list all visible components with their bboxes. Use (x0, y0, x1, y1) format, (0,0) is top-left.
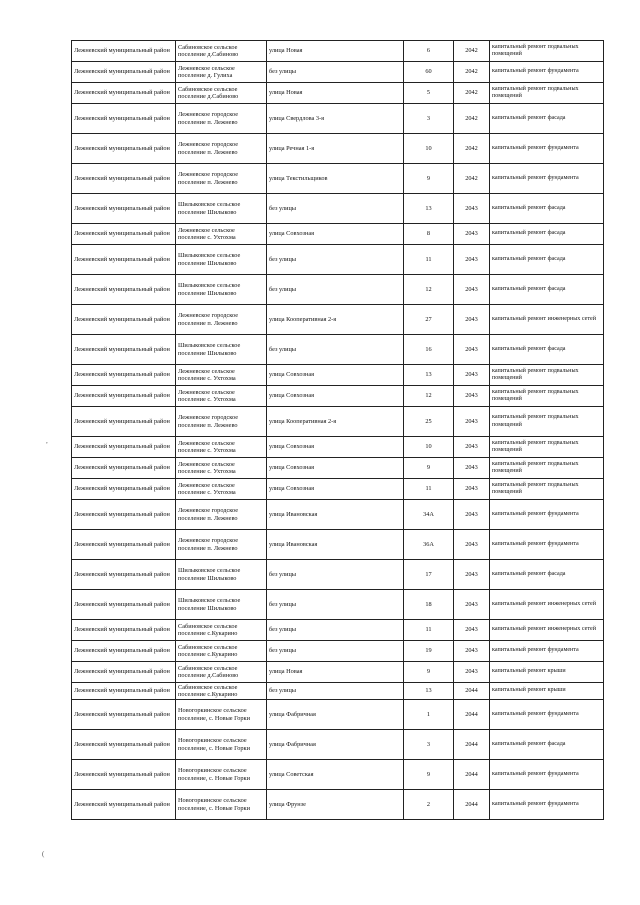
work-type-cell: капитальный ремонт инженерных сетей (490, 620, 604, 641)
work-type-cell: капитальный ремонт фасада (490, 335, 604, 365)
year-cell: 2043 (454, 275, 490, 305)
street-cell: улица Новая (267, 662, 404, 683)
work-type-cell: капитальный ремонт фундамента (490, 134, 604, 164)
street-cell: улица Свердлова 3-я (267, 104, 404, 134)
house-number-cell: 9 (404, 760, 454, 790)
year-cell: 2043 (454, 386, 490, 407)
work-type-cell: капитальный ремонт крыши (490, 683, 604, 700)
street-cell: улица Кооперативная 2-я (267, 305, 404, 335)
house-number-cell: 16 (404, 335, 454, 365)
house-number-cell: 13 (404, 365, 454, 386)
year-cell: 2042 (454, 104, 490, 134)
settlement-cell: Лежневское городское поселение п. Лежнево (176, 104, 267, 134)
district-cell: Лежневский муниципальный район (72, 590, 176, 620)
district-cell: Лежневский муниципальный район (72, 41, 176, 62)
house-number-cell: 6 (404, 41, 454, 62)
work-type-cell: капитальный ремонт фундамента (490, 62, 604, 83)
street-cell: улица Ивановская (267, 500, 404, 530)
district-cell: Лежневский муниципальный район (72, 83, 176, 104)
year-cell: 2043 (454, 335, 490, 365)
table-row (72, 62, 604, 83)
year-cell: 2044 (454, 730, 490, 760)
street-cell: улица Ивановская (267, 530, 404, 560)
street-cell: без улицы (267, 335, 404, 365)
work-type-cell: капитальный ремонт фундамента (490, 641, 604, 662)
district-cell: Лежневский муниципальный район (72, 134, 176, 164)
street-cell: улица Совхозная (267, 479, 404, 500)
year-cell: 2043 (454, 500, 490, 530)
margin-mark: , (46, 437, 48, 445)
year-cell: 2044 (454, 700, 490, 730)
settlement-cell: Сабиновское сельское поселение с.Кукарино (176, 641, 267, 662)
settlement-cell: Новогоркинское сельское поселение, с. Новые Горки (176, 790, 267, 820)
house-number-cell: 1 (404, 700, 454, 730)
table-body (72, 41, 604, 820)
house-number-cell: 13 (404, 683, 454, 700)
settlement-cell: Лежневское городское поселение п. Лежнево (176, 407, 267, 437)
house-number-cell: 9 (404, 662, 454, 683)
year-cell: 2043 (454, 620, 490, 641)
district-cell: Лежневский муниципальный район (72, 641, 176, 662)
street-cell: улица Советская (267, 760, 404, 790)
house-number-cell: 11 (404, 245, 454, 275)
street-cell: улица Новая (267, 83, 404, 104)
district-cell: Лежневский муниципальный район (72, 662, 176, 683)
year-cell: 2043 (454, 458, 490, 479)
settlement-cell: Лежневское городское поселение п. Лежнево (176, 134, 267, 164)
house-number-cell: 60 (404, 62, 454, 83)
district-cell: Лежневский муниципальный район (72, 479, 176, 500)
house-number-cell: 12 (404, 386, 454, 407)
street-cell: улица Совхозная (267, 224, 404, 245)
table-row (72, 479, 604, 500)
house-number-cell: 3 (404, 730, 454, 760)
district-cell: Лежневский муниципальный район (72, 335, 176, 365)
house-number-cell: 11 (404, 479, 454, 500)
settlement-cell: Шилыковское сельское поселение Шилыково (176, 275, 267, 305)
year-cell: 2042 (454, 62, 490, 83)
district-cell: Лежневский муниципальный район (72, 245, 176, 275)
district-cell: Лежневский муниципальный район (72, 790, 176, 820)
work-type-cell: капитальный ремонт фундамента (490, 700, 604, 730)
table-row (72, 134, 604, 164)
year-cell: 2043 (454, 437, 490, 458)
year-cell: 2043 (454, 194, 490, 224)
street-cell: без улицы (267, 590, 404, 620)
year-cell: 2043 (454, 590, 490, 620)
house-number-cell: 10 (404, 134, 454, 164)
settlement-cell: Сабиновское сельское поселение с.Кукарино (176, 683, 267, 700)
table-row (72, 530, 604, 560)
work-type-cell: капитальный ремонт фундамента (490, 790, 604, 820)
work-type-cell: капитальный ремонт фасада (490, 104, 604, 134)
district-cell: Лежневский муниципальный район (72, 386, 176, 407)
district-cell: Лежневский муниципальный район (72, 500, 176, 530)
work-type-cell: капитальный ремонт фасада (490, 560, 604, 590)
house-number-cell: 11 (404, 620, 454, 641)
work-type-cell: капитальный ремонт фундамента (490, 164, 604, 194)
street-cell: без улицы (267, 62, 404, 83)
work-type-cell: капитальный ремонт фасада (490, 194, 604, 224)
table-row (72, 662, 604, 683)
year-cell: 2043 (454, 245, 490, 275)
table-row (72, 104, 604, 134)
year-cell: 2042 (454, 83, 490, 104)
table-row (72, 194, 604, 224)
house-number-cell: 2 (404, 790, 454, 820)
table-row (72, 560, 604, 590)
table-row (72, 164, 604, 194)
settlement-cell: Новогоркинское сельское поселение, с. Новые Горки (176, 730, 267, 760)
table-row (72, 224, 604, 245)
street-cell: улица Фабричная (267, 700, 404, 730)
work-type-cell: капитальный ремонт фундамента (490, 530, 604, 560)
street-cell: улица Новая (267, 41, 404, 62)
street-cell: без улицы (267, 641, 404, 662)
work-type-cell: капитальный ремонт подвальных помещений (490, 386, 604, 407)
work-type-cell: капитальный ремонт крыши (490, 662, 604, 683)
house-number-cell: 5 (404, 83, 454, 104)
district-cell: Лежневский муниципальный район (72, 224, 176, 245)
house-number-cell: 25 (404, 407, 454, 437)
work-type-cell: капитальный ремонт инженерных сетей (490, 590, 604, 620)
work-type-cell: капитальный ремонт фундамента (490, 500, 604, 530)
work-type-cell: капитальный ремонт фундамента (490, 760, 604, 790)
table-row (72, 790, 604, 820)
settlement-cell: Шилыковское сельское поселение Шилыково (176, 560, 267, 590)
work-type-cell: капитальный ремонт фасада (490, 275, 604, 305)
work-type-cell: капитальный ремонт фасада (490, 224, 604, 245)
year-cell: 2044 (454, 683, 490, 700)
table-row (72, 683, 604, 700)
year-cell: 2043 (454, 662, 490, 683)
settlement-cell: Новогоркинское сельское поселение, с. Новые Горки (176, 760, 267, 790)
document-table-container (71, 40, 603, 820)
year-cell: 2043 (454, 560, 490, 590)
house-number-cell: 36А (404, 530, 454, 560)
street-cell: улица Текстильщиков (267, 164, 404, 194)
settlement-cell: Лежневское сельское поселение с. Ухтохма (176, 386, 267, 407)
work-type-cell: капитальный ремонт подвальных помещений (490, 365, 604, 386)
street-cell: без улицы (267, 560, 404, 590)
year-cell: 2043 (454, 305, 490, 335)
house-number-cell: 17 (404, 560, 454, 590)
work-type-cell: капитальный ремонт подвальных помещений (490, 83, 604, 104)
district-cell: Лежневский муниципальный район (72, 730, 176, 760)
work-type-cell: капитальный ремонт подвальных помещений (490, 41, 604, 62)
street-cell: без улицы (267, 620, 404, 641)
house-number-cell: 10 (404, 437, 454, 458)
house-number-cell: 12 (404, 275, 454, 305)
margin-mark: ( (42, 850, 45, 858)
table-row (72, 275, 604, 305)
year-cell: 2043 (454, 224, 490, 245)
district-cell: Лежневский муниципальный район (72, 104, 176, 134)
year-cell: 2042 (454, 164, 490, 194)
table-row (72, 305, 604, 335)
year-cell: 2042 (454, 134, 490, 164)
table-row (72, 590, 604, 620)
table-row (72, 500, 604, 530)
settlement-cell: Лежневское сельское поселение с. Ухтохма (176, 479, 267, 500)
district-cell: Лежневский муниципальный район (72, 305, 176, 335)
table-row (72, 458, 604, 479)
year-cell: 2043 (454, 530, 490, 560)
settlement-cell: Лежневское городское поселение п. Лежнево (176, 530, 267, 560)
district-cell: Лежневский муниципальный район (72, 407, 176, 437)
work-type-cell: капитальный ремонт подвальных помещений (490, 437, 604, 458)
work-type-cell: капитальный ремонт подвальных помещений (490, 407, 604, 437)
settlement-cell: Шилыковское сельское поселение Шилыково (176, 194, 267, 224)
house-number-cell: 8 (404, 224, 454, 245)
district-cell: Лежневский муниципальный район (72, 700, 176, 730)
street-cell: без улицы (267, 194, 404, 224)
street-cell: без улицы (267, 683, 404, 700)
street-cell: улица Фабричная (267, 730, 404, 760)
district-cell: Лежневский муниципальный район (72, 365, 176, 386)
house-number-cell: 19 (404, 641, 454, 662)
year-cell: 2044 (454, 790, 490, 820)
settlement-cell: Лежневское сельское поселение д. Гулиха (176, 62, 267, 83)
district-cell: Лежневский муниципальный район (72, 62, 176, 83)
district-cell: Лежневский муниципальный район (72, 560, 176, 590)
settlement-cell: Лежневское городское поселение п. Лежнево (176, 305, 267, 335)
table-row (72, 335, 604, 365)
work-type-cell: капитальный ремонт фасада (490, 245, 604, 275)
district-cell: Лежневский муниципальный район (72, 164, 176, 194)
work-type-cell: капитальный ремонт подвальных помещений (490, 458, 604, 479)
table-row (72, 437, 604, 458)
table-row (72, 730, 604, 760)
district-cell: Лежневский муниципальный район (72, 437, 176, 458)
street-cell: улица Речная 1-я (267, 134, 404, 164)
table-row (72, 700, 604, 730)
house-number-cell: 18 (404, 590, 454, 620)
district-cell: Лежневский муниципальный район (72, 620, 176, 641)
table-row (72, 641, 604, 662)
street-cell: улица Совхозная (267, 458, 404, 479)
house-number-cell: 9 (404, 164, 454, 194)
settlement-cell: Шилыковское сельское поселение Шилыково (176, 590, 267, 620)
settlement-cell: Лежневское сельское поселение с. Ухтохма (176, 365, 267, 386)
house-number-cell: 27 (404, 305, 454, 335)
district-cell: Лежневский муниципальный район (72, 683, 176, 700)
house-number-cell: 3 (404, 104, 454, 134)
settlement-cell: Сабиновское сельское поселение д.Сабиново (176, 83, 267, 104)
work-type-cell: капитальный ремонт фасада (490, 730, 604, 760)
table-row (72, 620, 604, 641)
district-cell: Лежневский муниципальный район (72, 275, 176, 305)
table-row (72, 245, 604, 275)
street-cell: без улицы (267, 245, 404, 275)
settlement-cell: Шилыковское сельское поселение Шилыково (176, 335, 267, 365)
street-cell: без улицы (267, 275, 404, 305)
repair-schedule-table (71, 40, 604, 820)
settlement-cell: Лежневское сельское поселение с. Ухтохма (176, 437, 267, 458)
year-cell: 2043 (454, 407, 490, 437)
district-cell: Лежневский муниципальный район (72, 194, 176, 224)
table-row (72, 760, 604, 790)
table-row (72, 407, 604, 437)
street-cell: улица Совхозная (267, 386, 404, 407)
street-cell: улица Кооперативная 2-я (267, 407, 404, 437)
settlement-cell: Новогоркинское сельское поселение, с. Новые Горки (176, 700, 267, 730)
table-row (72, 365, 604, 386)
settlement-cell: Лежневское сельское поселение с. Ухтохма (176, 458, 267, 479)
settlement-cell: Шилыковское сельское поселение Шилыково (176, 245, 267, 275)
house-number-cell: 13 (404, 194, 454, 224)
street-cell: улица Совхозная (267, 365, 404, 386)
district-cell: Лежневский муниципальный район (72, 530, 176, 560)
settlement-cell: Сабиновское сельское поселение д.Сабиново (176, 41, 267, 62)
house-number-cell: 34А (404, 500, 454, 530)
settlement-cell: Лежневское городское поселение п. Лежнево (176, 500, 267, 530)
district-cell: Лежневский муниципальный район (72, 458, 176, 479)
year-cell: 2042 (454, 41, 490, 62)
street-cell: улица Совхозная (267, 437, 404, 458)
work-type-cell: капитальный ремонт подвальных помещений (490, 479, 604, 500)
settlement-cell: Лежневское сельское поселение с. Ухтохма (176, 224, 267, 245)
work-type-cell: капитальный ремонт инженерных сетей (490, 305, 604, 335)
settlement-cell: Сабиновское сельское поселение д.Сабиново (176, 662, 267, 683)
year-cell: 2043 (454, 479, 490, 500)
table-row (72, 83, 604, 104)
settlement-cell: Сабиновское сельское поселение с.Кукарино (176, 620, 267, 641)
year-cell: 2044 (454, 760, 490, 790)
house-number-cell: 9 (404, 458, 454, 479)
street-cell: улица Фрунзе (267, 790, 404, 820)
table-row (72, 41, 604, 62)
year-cell: 2043 (454, 365, 490, 386)
settlement-cell: Лежневское городское поселение п. Лежнево (176, 164, 267, 194)
table-row (72, 386, 604, 407)
year-cell: 2043 (454, 641, 490, 662)
district-cell: Лежневский муниципальный район (72, 760, 176, 790)
